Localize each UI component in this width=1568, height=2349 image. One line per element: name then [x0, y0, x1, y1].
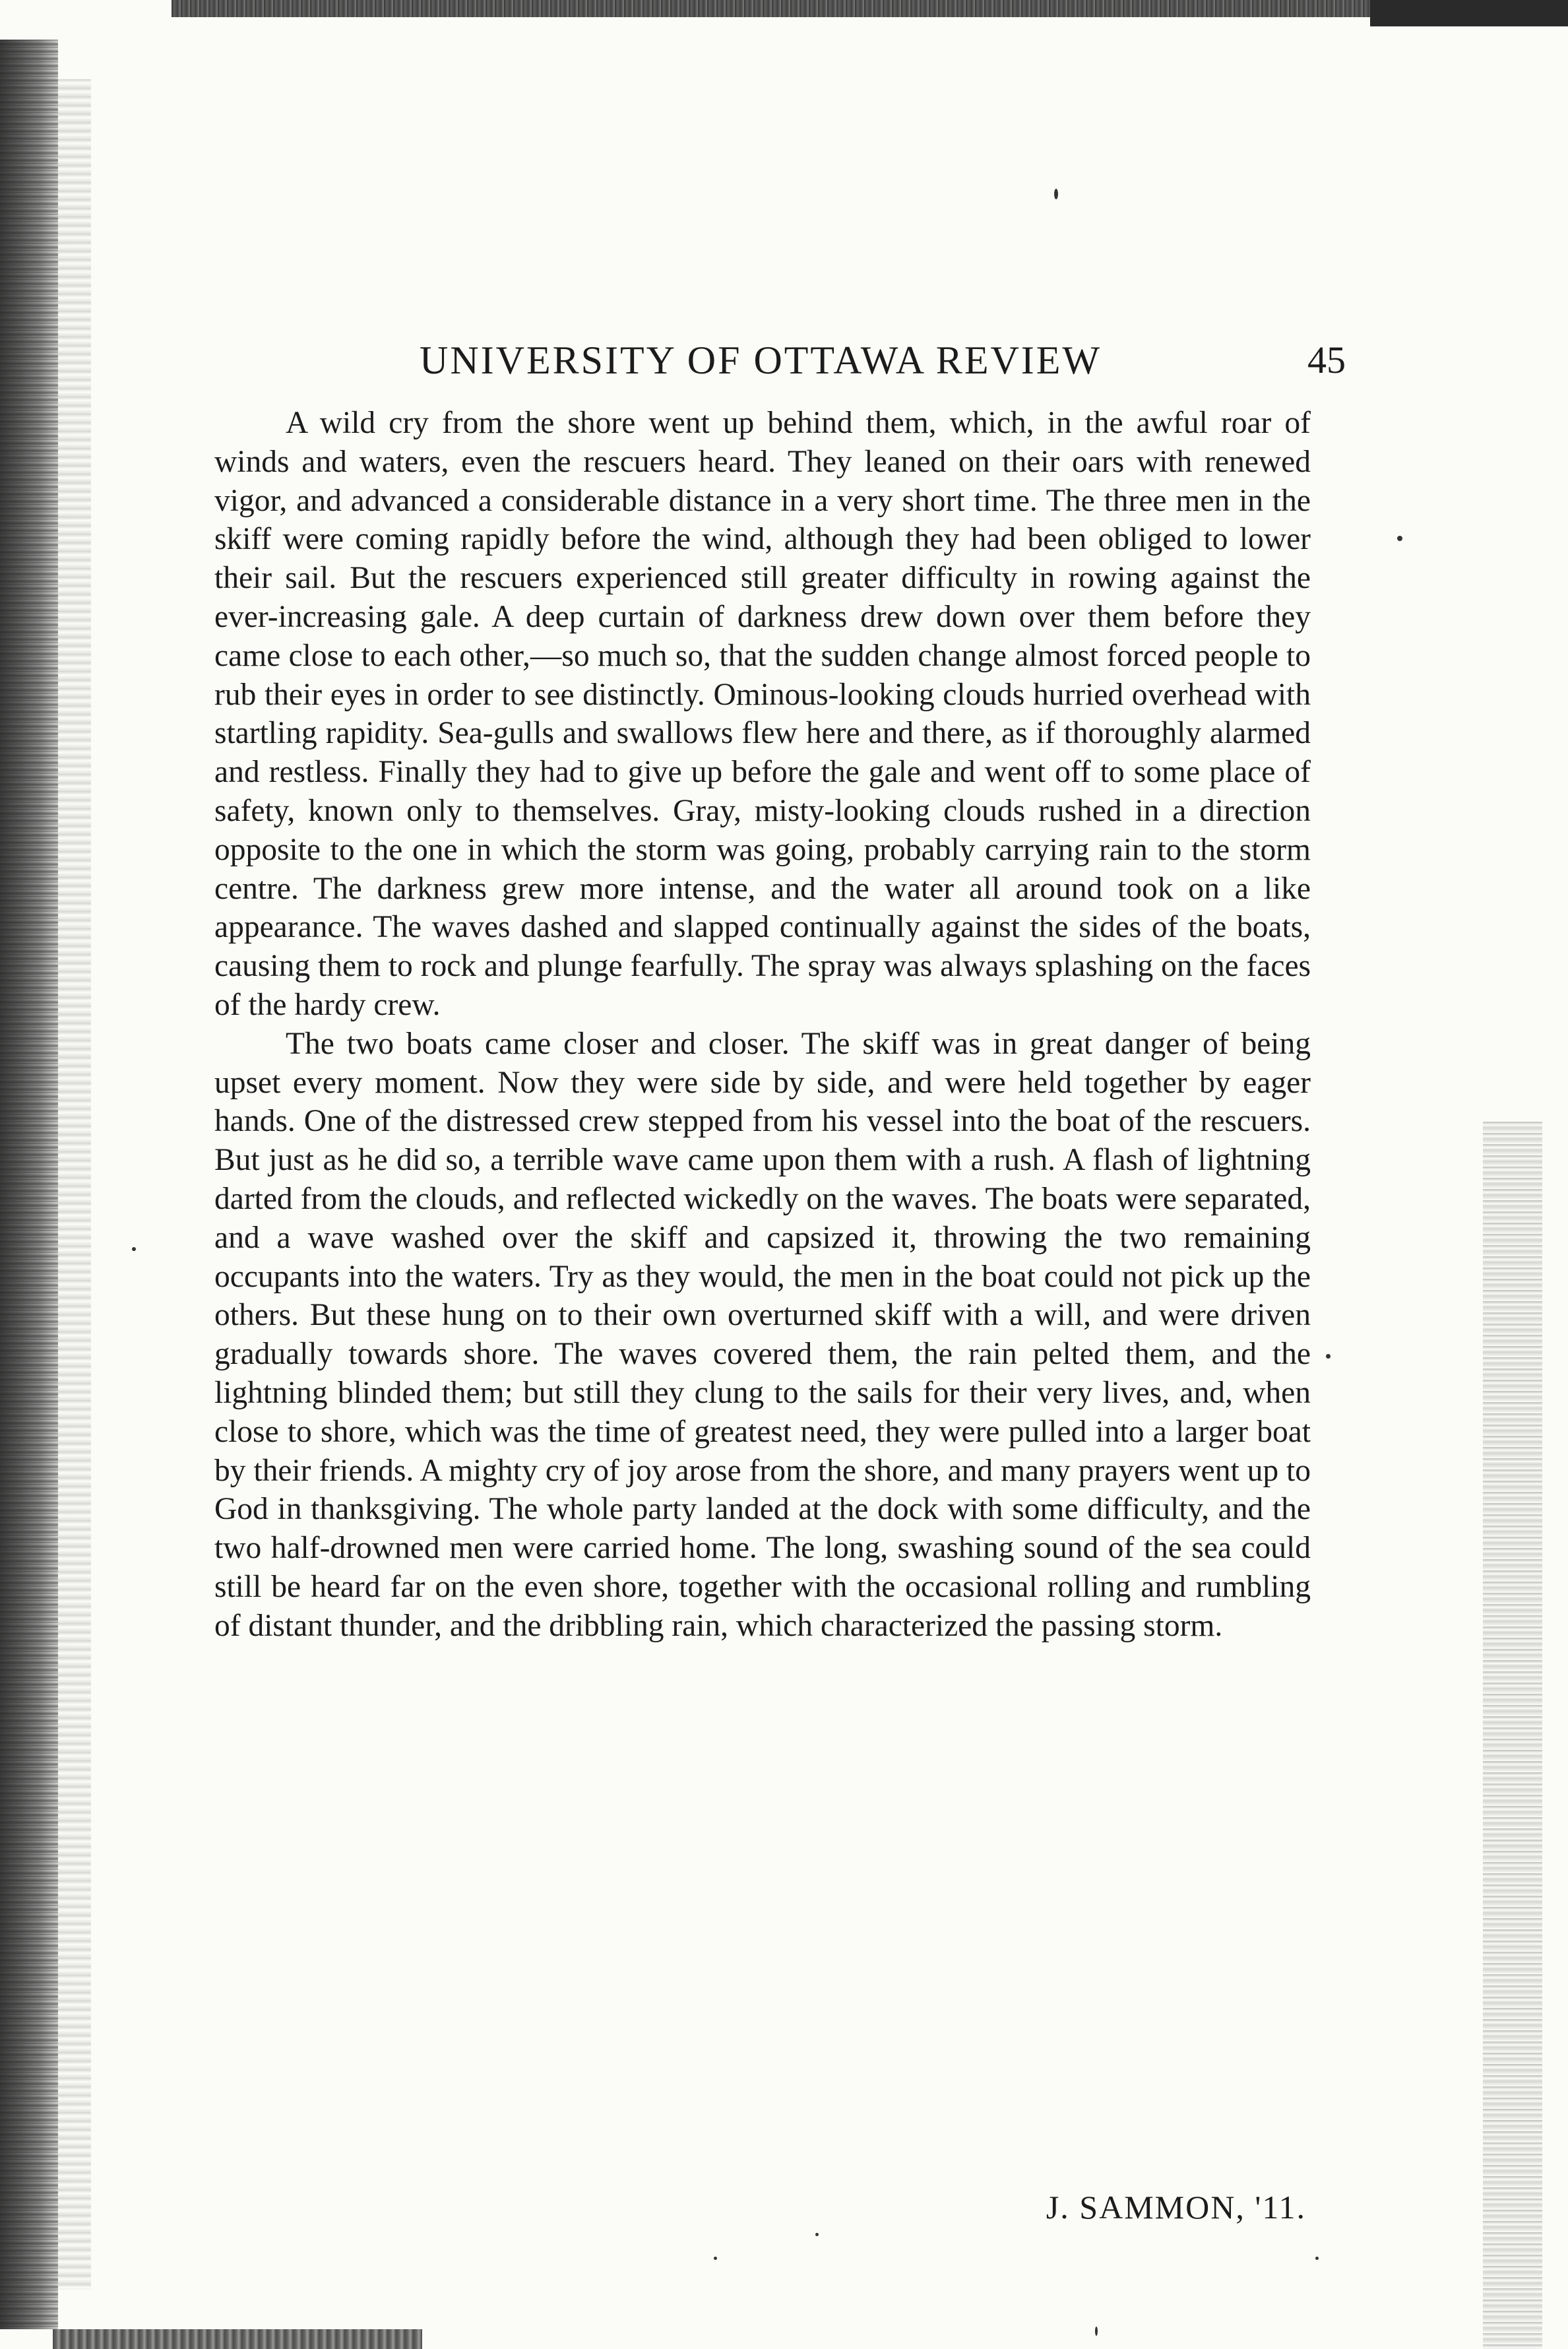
scan-speck [714, 2257, 717, 2260]
scan-speck [1315, 2257, 1319, 2260]
scan-top-corner [1370, 0, 1568, 26]
scan-speck [1326, 1354, 1331, 1359]
scan-speck [815, 2233, 819, 2236]
scan-speck [1054, 189, 1058, 199]
scan-speck [1397, 536, 1402, 541]
running-head-title: UNIVERSITY OF OTTAWA REVIEW [420, 338, 1102, 382]
scan-speck [1095, 2327, 1098, 2336]
article-body [214, 404, 1311, 1646]
page-number: 45 [1307, 338, 1346, 381]
scan-binding-shadow [58, 79, 91, 2290]
scan-bottom-edge [53, 2329, 422, 2349]
scan-top-edge [172, 0, 1568, 17]
scan-speck [132, 1247, 136, 1251]
scan-right-bleed [1483, 1122, 1542, 2349]
article-paragraph: A wild cry from the shore went up behind them, which, in the awful roar of winds and waters, even the rescuers heard. They leaned on their oars with renewed vigor, and advanced a considerable distance in a very short time. The three men in the skiff were coming rapidly before the wind, although they had been obliged to lower their sail. But the rescuers experienced still greater difficulty in rowing against the ever-increasing gale. A deep curtain of darkness drew down over them before they came close to each other,—so much so, that the sudden change almost forced people to rub their eyes in order to see distinctly. Ominous-looking clouds hurried overhead with startling rapidity. Sea-gulls and swallows flew here and there, as if thoroughly alarmed and restless. Finally they had to give up before the gale and went off to some place of safety, known only to themselves. Gray, misty-looking clouds rushed in a direction opposite to the one in which the storm was going, probably carrying rain to the storm centre. The darkness grew more intense, and the water all around took on a like appearance. The waves dashed and slapped continually against the sides of the boats, causing them to rock and plunge fearfully. The spray was always splashing on the faces of the hardy crew. [214, 406, 1311, 1022]
article-paragraph: The two boats came closer and closer. The skiff was in great danger of being upset every moment. Now they were side by side, and were held together by eager hands. One of the distressed crew stepped from his vessel into the boat of the rescuers. But just as he did so, a terrible wave came upon them with a rush. A flash of lightning darted from the clouds, and reflected wickedly on the waves. The boats were separated, and a wave washed over the skiff and capsized it, throwing the two remaining occupants into the waters. Try as they would, the men in the boat could not pick up the others. But these hung on to their own overturned skiff with a will, and were driven gradually towards shore. The waves covered them, the rain pelted them, and the lightning blinded them; but still they clung to the sails for their very lives, and, when close to shore, which was the time of greatest need, they were pulled into a larger boat by their friends. A mighty cry of joy arose from the shore, and many prayers went up to God in thanksgiving. The whole party landed at the dock with some difficulty, and the two half-drowned men were carried home. The long, swashing sound of the sea could still be heard far on the even shore, together with the occasional rolling and rumbling of distant thunder, and the dribbling rain, which characterized the passing storm. [214, 1026, 1311, 1643]
author-signature: J. SAMMON, '11. [1046, 2189, 1306, 2226]
scan-binding-edge [0, 40, 58, 2329]
